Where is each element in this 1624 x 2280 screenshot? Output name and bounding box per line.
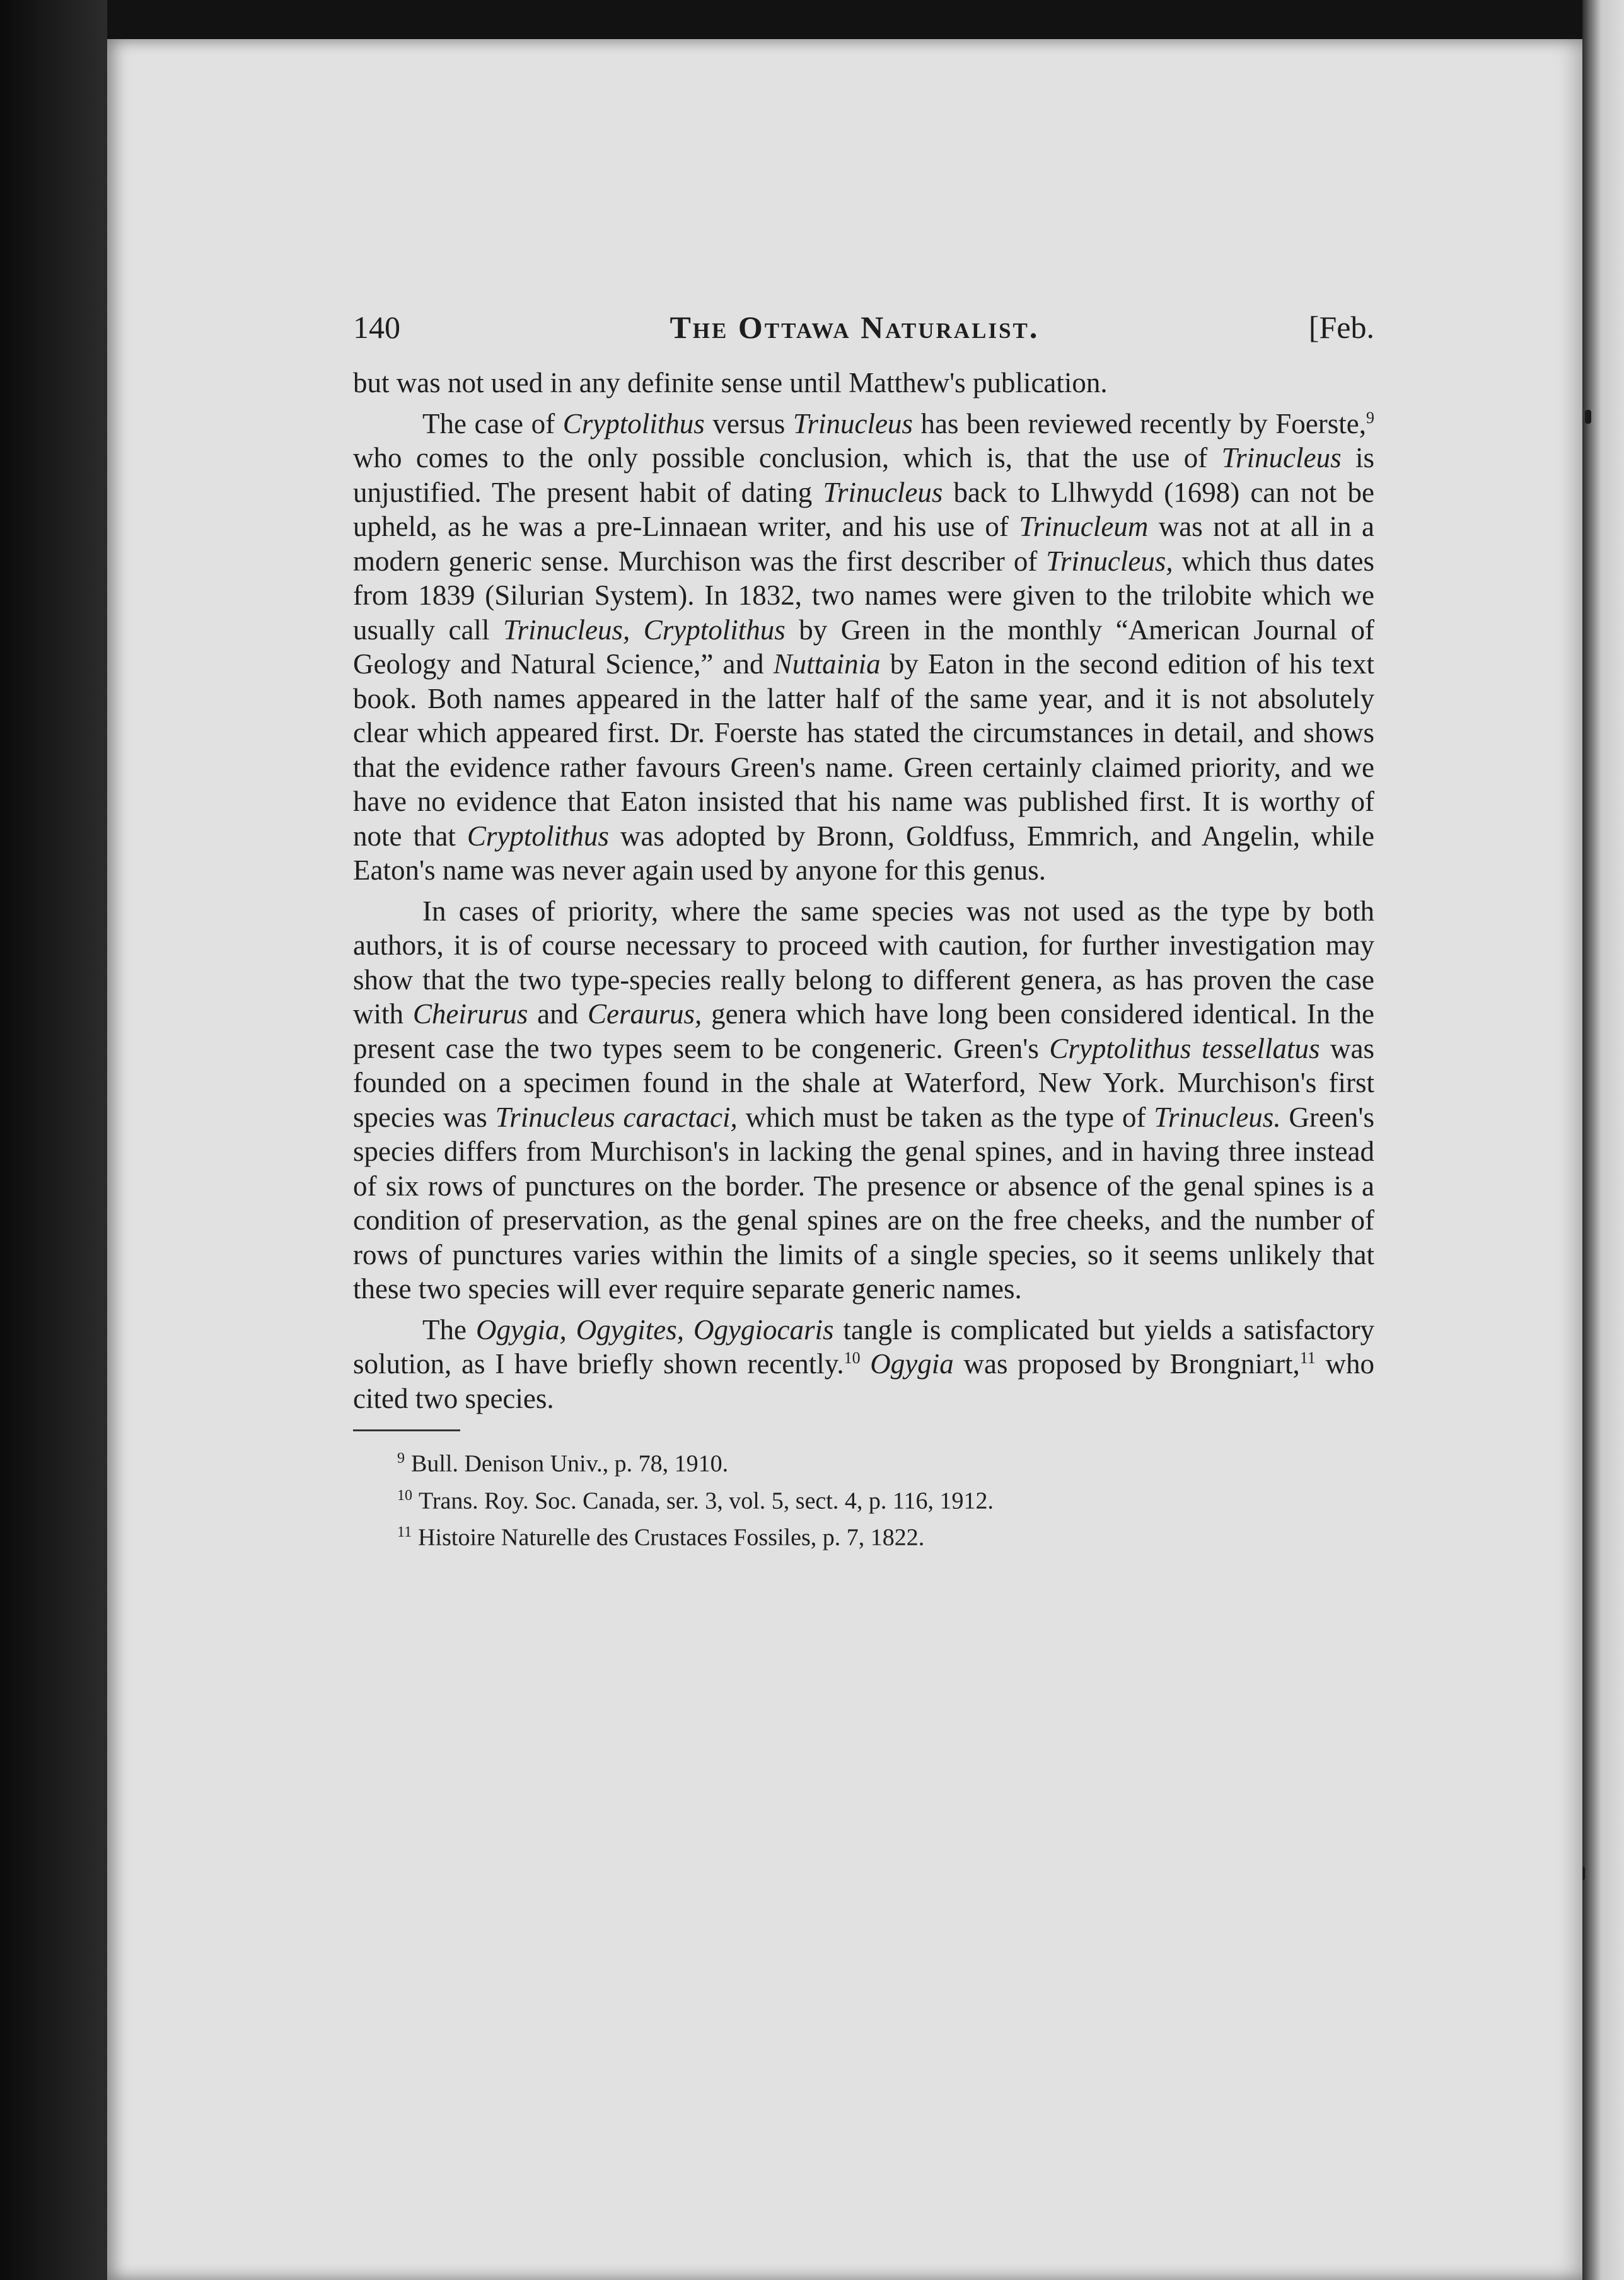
text-run: which thus dates from 1839 (Silurian System). In 1832, two names were given to the trilobite which we usually call	[353, 545, 1374, 646]
left-scan-margin	[0, 0, 107, 2280]
footnote-number: 9	[397, 1450, 405, 1467]
text-run: who comes to the only possible conclusion, which is, that the use of	[353, 442, 1222, 474]
italic-run: Cryptolithus	[562, 407, 705, 439]
page-content	[353, 309, 1374, 1554]
text-run	[861, 1348, 871, 1380]
footnote	[397, 1480, 1374, 1517]
italic-run: Trinucleus.	[1154, 1101, 1281, 1133]
footnote-text: Bull. Denison Univ., p. 78, 1910.	[411, 1450, 729, 1477]
text-run: has been reviewed recently by Foerste,	[912, 407, 1366, 439]
text-run: was adopted by Bronn, Goldfuss, Emmrich, and Angelin, while Eaton's name was never again used by anyone for this genus.	[353, 820, 1374, 886]
text-run: In cases of priority, where the same species was not used as the type by both authors, it is of course necessary to proceed with caution, for further investigation may show that the two type-species really belong to different genera, as has proven the case with	[353, 895, 1374, 1030]
italic-run: Trinucleus	[792, 407, 913, 439]
text-run: by Eaton in the second edition of his text book. Both names appeared in the latter half of the same year, and it is not absolutely clear which appeared first. Dr. Foerste has stated the circumstances in detail, and shows that the evidence rather favours Green's name. Green certainly claimed priority, and we have no evidence that Eaton insisted that his name was published first. It is worthy of note that	[353, 648, 1375, 852]
italic-run: Nuttainia	[773, 648, 881, 680]
text-run: The	[422, 1313, 476, 1346]
text-run: The case of	[422, 407, 563, 439]
footnote-text: Trans. Roy. Soc. Canada, ser. 3, vol. 5, sect. 4, p. 116, 1912.	[419, 1487, 994, 1515]
text-run: but was not used in any definite sense until Matthew's publication.	[353, 367, 1108, 398]
text-run: was not at all in a modern generic sense. Murchison was the first describer of	[353, 511, 1374, 577]
italic-run: Cryptolithus	[467, 820, 609, 852]
footnote-text: Histoire Naturelle des Crustaces Fossiles, p. 7, 1822.	[418, 1524, 925, 1551]
page-header	[353, 309, 1374, 366]
text-run: genera which have long been considered identical. In the present case the two types seem to be congeneric. Green's	[353, 998, 1374, 1064]
right-scan-margin	[1582, 0, 1624, 2280]
italic-run: Ogygia, Ogygites, Ogygiocaris	[476, 1313, 834, 1346]
paragraph	[353, 366, 1374, 400]
footnote-number: 11	[397, 1524, 412, 1541]
text-run: who cited two species.	[353, 1348, 1375, 1414]
text-run: which must be taken as the type of	[737, 1101, 1154, 1133]
italic-run: Trinucleus	[823, 476, 943, 508]
italic-run: Trinucleus,	[1046, 545, 1173, 577]
text-run: was proposed by Brongniart,	[953, 1348, 1300, 1380]
text-run: was founded on a specimen found in the shale at Waterford, New York. Murchison's first species was	[353, 1032, 1374, 1133]
footnote	[397, 1443, 1374, 1480]
italic-run: Trinucleum	[1019, 511, 1149, 542]
text-run: tangle is complicated but yields a satisfactory solution, as I have briefly shown recently.	[353, 1313, 1374, 1380]
text-run: is unjustified. The present habit of dating	[353, 442, 1375, 508]
footnote-rule	[353, 1429, 460, 1431]
footnote-ref: 10	[844, 1349, 861, 1367]
text-run: versus	[704, 407, 793, 439]
issue-month: [Feb.	[1308, 310, 1374, 345]
page-number: 140	[353, 310, 400, 345]
running-title: The Ottawa Naturalist.	[670, 310, 1040, 345]
italic-run: Trinucleus, Cryptolithus	[502, 614, 786, 646]
text-run: back to Llhwydd (1698) can not be upheld, as he was a pre-Linnaean writer, and his use of	[353, 476, 1374, 542]
italic-run: Ceraurus,	[587, 998, 702, 1030]
italic-run: Ogygia	[870, 1348, 954, 1380]
footnote	[397, 1516, 1374, 1554]
footnote-number: 10	[397, 1487, 412, 1504]
paragraph	[353, 1313, 1374, 1416]
italic-run: Cryptolithus tessellatus	[1049, 1032, 1320, 1064]
body-text	[353, 366, 1374, 1416]
text-run: by Green in the monthly “American Journal of Geology and Natural Science,” and	[353, 614, 1374, 680]
paragraph	[353, 894, 1374, 1306]
footnotes	[353, 1443, 1374, 1554]
paragraph	[353, 407, 1374, 888]
italic-run: Trinucleus	[1221, 442, 1342, 474]
italic-run: Cheirurus	[412, 998, 528, 1030]
text-run: and	[528, 998, 588, 1030]
footnote-ref: 11	[1299, 1349, 1316, 1367]
italic-run: Trinucleus caractaci,	[495, 1101, 738, 1133]
text-run: Green's species differs from Murchison's in lacking the genal spines, and in having three instead of six rows of punctures on the border. The presence or absence of the genal spines is a condition of preservation, as the genal spines are on the free cheeks, and the number of rows of punctures varies within the limits of a single species, so it seems unlikely that these two species will ever require separate generic names.	[353, 1101, 1374, 1305]
scan-speck	[1585, 410, 1591, 424]
footnote-ref: 9	[1366, 408, 1374, 427]
